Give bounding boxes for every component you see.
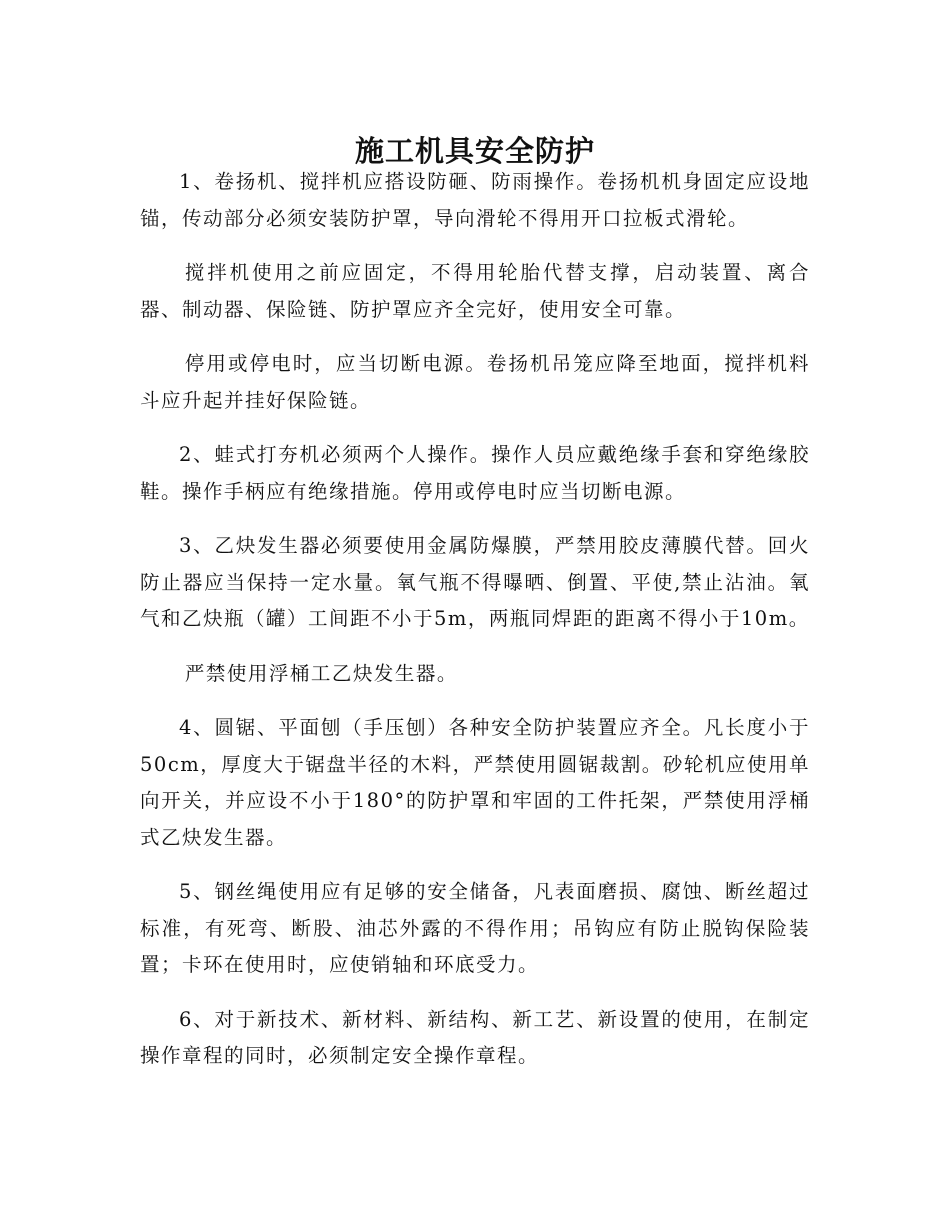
document-body <box>140 164 810 1093</box>
paragraph-4: 4、圆锯、平面刨（手压刨）各种安全防护装置应齐全。凡长度小于50cm，厚度大于锯盘半径的木料，严禁使用圆锯裁割。砂轮机应使用单向开关，并应设不小于180°的防护罩和牢固的工件托架，严禁使用浮桶式乙炔发生器。 <box>140 716 810 849</box>
document-title: 施工机具安全防护 <box>354 134 595 169</box>
paragraph-3: 3、乙炔发生器必须要使用金属防爆膜，严禁用胶皮薄膜代替。回火防止器应当保持一定水量。氧气瓶不得曝晒、倒置、平使,禁止沾油。氧气和乙炔瓶（罐）工间距不小于5m，两瓶同焊距的距离不得小于10m。 <box>140 534 810 630</box>
paragraph-acetylene-ban: 严禁使用浮桶工乙炔发生器。 <box>184 661 458 685</box>
paragraph-5: 5、钢丝绳使用应有足够的安全储备，凡表面磨损、腐蚀、断丝超过标准，有死弯、断股、油芯外露的不得作用；吊钩应有防止脱钩保险装置；卡环在使用时，应使销轴和环底受力。 <box>140 880 810 976</box>
paragraph-6: 6、对于新技术、新材料、新结构、新工艺、新设置的使用，在制定操作章程的同时，必须制定安全操作章程。 <box>140 1007 810 1067</box>
paragraph-power-off: 停用或停电时，应当切断电源。卷扬机吊笼应降至地面，搅拌机料斗应升起并挂好保险链。 <box>140 352 810 412</box>
paragraph-1: 1、卷扬机、搅拌机应搭设防砸、防雨操作。卷扬机机身固定应设地锚，传动部分必须安装防护罩，导向滑轮不得用开口拉板式滑轮。 <box>140 170 810 230</box>
paragraph-mixer: 搅拌机使用之前应固定，不得用轮胎代替支撑，启动装置、离合器、制动器、保险链、防护罩应齐全完好，使用安全可靠。 <box>140 261 810 321</box>
paragraph-2: 2、蛙式打夯机必须两个人操作。操作人员应戴绝缘手套和穿绝缘胶鞋。操作手柄应有绝缘措施。停用或停电时应当切断电源。 <box>140 443 810 503</box>
